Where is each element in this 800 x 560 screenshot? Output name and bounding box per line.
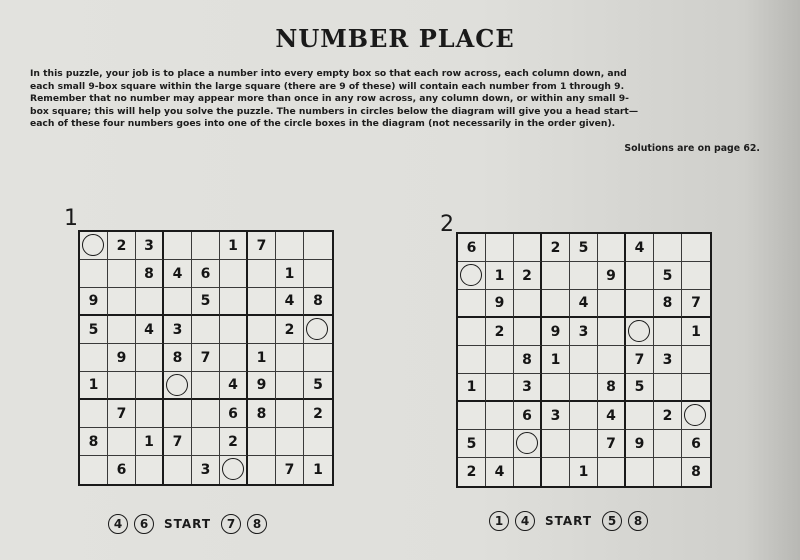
puzzle-1-cell[interactable] [108, 344, 136, 372]
puzzle-2-cell[interactable] [458, 318, 486, 346]
puzzle-1-cell[interactable] [220, 316, 248, 344]
cell-digit: 8 [313, 293, 323, 309]
puzzle-1-cell[interactable] [276, 372, 304, 400]
cell-digit: 8 [144, 265, 154, 282]
puzzle-2-cell[interactable] [486, 402, 514, 430]
puzzle-1-cell[interactable] [192, 400, 220, 428]
puzzle-2-cell[interactable] [654, 318, 682, 346]
hint-circle-number: 8 [247, 514, 267, 534]
cell-digit: 5 [313, 377, 323, 393]
cell-digit: 7 [691, 295, 701, 311]
cell-digit: 1 [144, 433, 154, 450]
circle-box-marker [166, 374, 188, 396]
cell-digit: 3 [662, 351, 673, 368]
cell-digit: 2 [284, 321, 295, 338]
puzzle-1-cell[interactable] [304, 428, 332, 456]
puzzle-1-cell[interactable] [304, 400, 332, 428]
puzzle-1-cell[interactable] [220, 428, 248, 456]
puzzle-2-cell[interactable] [570, 374, 598, 402]
cell-digit: 5 [578, 239, 589, 256]
puzzle-1-cell[interactable] [136, 456, 164, 484]
cell-digit: 9 [550, 323, 561, 340]
cell-digit: 8 [662, 295, 673, 311]
puzzle-2-cell[interactable] [598, 318, 626, 346]
puzzle-1-cell[interactable] [248, 428, 276, 456]
cell-digit: 2 [466, 464, 477, 480]
puzzle-2-cell[interactable] [626, 346, 654, 374]
puzzle-2-cell[interactable] [486, 290, 514, 318]
puzzle-2-cell[interactable] [514, 262, 542, 290]
cell-digit: 8 [606, 379, 616, 395]
puzzle-1-cell[interactable] [192, 428, 220, 456]
cell-digit: 8 [256, 405, 267, 422]
hint-circle-number: 5 [602, 511, 622, 531]
puzzle-1-cell[interactable] [164, 428, 192, 456]
cell-digit: 1 [313, 462, 323, 478]
puzzle-2-cell[interactable] [626, 290, 654, 318]
puzzle-2-cell[interactable] [542, 458, 570, 486]
puzzle-2-hints [489, 511, 648, 531]
puzzle-1-cell[interactable] [108, 316, 136, 344]
puzzle-2-cell[interactable] [514, 318, 542, 346]
cell-digit: 1 [578, 464, 589, 480]
puzzle-1-cell[interactable] [164, 260, 192, 288]
puzzle-2-cell[interactable] [570, 430, 598, 458]
puzzle-2-cell[interactable] [458, 290, 486, 318]
puzzle-2-cell[interactable] [682, 318, 710, 346]
puzzle-2-cell[interactable] [682, 458, 710, 486]
puzzle-1-cell[interactable] [304, 372, 332, 400]
cell-digit: 8 [522, 351, 532, 368]
puzzle-2-cell[interactable] [542, 430, 570, 458]
puzzle-2-cell[interactable] [542, 374, 570, 402]
puzzle-2-grid [456, 232, 712, 488]
puzzle-1-cell[interactable] [276, 456, 304, 484]
puzzle-2-cell[interactable] [486, 346, 514, 374]
puzzle-1-cell[interactable] [304, 232, 332, 260]
cell-digit: 5 [200, 293, 211, 309]
cell-digit: 6 [691, 435, 701, 452]
puzzle-1-grid [78, 230, 334, 486]
puzzle-1-cell[interactable] [248, 260, 276, 288]
cell-digit: 7 [284, 462, 295, 478]
cell-digit: 2 [313, 405, 323, 422]
cell-digit: 6 [466, 239, 477, 256]
instruction-line: each of these four numbers goes into one of the circle boxes in the diagram (not necessarily in the order given). [30, 118, 616, 130]
puzzle-1-cell[interactable] [192, 232, 220, 260]
cell-digit: 7 [606, 435, 616, 452]
puzzle-1-cell[interactable] [80, 344, 108, 372]
hint-circle-number: 1 [489, 511, 509, 531]
circle-box-marker [306, 318, 328, 340]
puzzle-2-cell[interactable] [626, 262, 654, 290]
puzzle-1-cell[interactable] [80, 456, 108, 484]
puzzle-1-cell[interactable] [304, 260, 332, 288]
puzzle-2-cell[interactable] [598, 374, 626, 402]
puzzle-2-cell[interactable] [570, 402, 598, 430]
puzzle-2-cell[interactable] [570, 318, 598, 346]
cell-digit: 3 [578, 323, 589, 340]
circle-box-marker [222, 458, 244, 480]
puzzle-2-number: 2 [440, 212, 454, 237]
puzzle-2-cell[interactable] [458, 458, 486, 486]
puzzle-1-cell[interactable] [276, 288, 304, 316]
cell-digit: 5 [662, 267, 673, 284]
puzzle-1-cell[interactable] [276, 260, 304, 288]
puzzle-1-cell[interactable] [276, 428, 304, 456]
puzzle-1-cell[interactable] [248, 372, 276, 400]
page-title: NUMBER PLACE [275, 24, 515, 53]
cell-digit: 1 [550, 351, 561, 368]
cell-digit: 9 [256, 377, 267, 393]
puzzle-1-cell[interactable] [108, 372, 136, 400]
cell-digit: 4 [578, 295, 589, 311]
cell-digit: 8 [88, 433, 99, 450]
puzzle-1-cell[interactable] [108, 288, 136, 316]
puzzle-1-cell[interactable] [80, 372, 108, 400]
cell-digit: 5 [88, 321, 99, 338]
puzzle-2-cell[interactable] [654, 458, 682, 486]
cell-digit: 6 [200, 265, 211, 282]
puzzle-1-cell[interactable] [108, 260, 136, 288]
puzzle-1-cell[interactable] [192, 344, 220, 372]
puzzle-1-cell[interactable] [108, 428, 136, 456]
puzzle-2-cell[interactable] [682, 374, 710, 402]
puzzle-1-cell[interactable] [136, 232, 164, 260]
puzzle-1-cell[interactable] [304, 344, 332, 372]
puzzle-2-cell[interactable] [682, 234, 710, 262]
start-label: START [164, 517, 212, 531]
puzzle-2-cell[interactable] [682, 402, 710, 430]
cell-digit: 4 [634, 239, 645, 256]
puzzle-2-cell[interactable] [682, 290, 710, 318]
puzzle-1-cell[interactable] [136, 428, 164, 456]
puzzle-1-cell[interactable] [164, 288, 192, 316]
puzzle-2-cell[interactable] [598, 458, 626, 486]
cell-digit: 8 [172, 349, 183, 366]
puzzle-1-cell[interactable] [80, 316, 108, 344]
puzzle-1-cell[interactable] [136, 372, 164, 400]
puzzle-2-cell[interactable] [570, 458, 598, 486]
puzzle-2-cell[interactable] [486, 374, 514, 402]
cell-digit: 7 [634, 351, 645, 368]
cell-digit: 1 [466, 379, 477, 395]
puzzle-2-cell[interactable] [570, 262, 598, 290]
cell-digit: 1 [256, 349, 267, 366]
puzzle-2-cell[interactable] [654, 234, 682, 262]
puzzle-2-cell[interactable] [514, 290, 542, 318]
puzzle-1-cell[interactable] [164, 372, 192, 400]
puzzle-1-cell[interactable] [220, 260, 248, 288]
cell-digit: 3 [522, 379, 532, 395]
puzzle-2-cell[interactable] [542, 402, 570, 430]
cell-digit: 1 [494, 267, 505, 284]
puzzle-1-cell[interactable] [108, 232, 136, 260]
cell-digit: 6 [116, 462, 127, 478]
puzzle-1-cell[interactable] [192, 372, 220, 400]
puzzle-2-cell[interactable] [598, 234, 626, 262]
cell-digit: 4 [228, 377, 238, 393]
puzzle-2-cell[interactable] [654, 402, 682, 430]
puzzle-2-cell[interactable] [486, 458, 514, 486]
circle-box-marker [82, 234, 104, 256]
cell-digit: 4 [172, 265, 183, 282]
cell-digit: 1 [228, 237, 238, 254]
puzzle-2-cell[interactable] [514, 458, 542, 486]
puzzle-1-cell[interactable] [276, 344, 304, 372]
puzzle-1-cell[interactable] [164, 344, 192, 372]
puzzle-2-cell[interactable] [458, 346, 486, 374]
circle-box-marker [516, 432, 538, 454]
instruction-line: In this puzzle, your job is to place a number into every empty box so that each row across, each column down, and [30, 68, 627, 79]
cell-digit: 1 [691, 323, 701, 340]
cell-digit: 5 [466, 435, 477, 452]
puzzle-1-hints [108, 514, 267, 534]
puzzle-1-cell[interactable] [80, 428, 108, 456]
hint-circle-number: 4 [515, 511, 535, 531]
puzzle-1-cell[interactable] [192, 288, 220, 316]
puzzle-1-cell[interactable] [80, 400, 108, 428]
puzzle-2-cell[interactable] [458, 374, 486, 402]
puzzle-2-cell[interactable] [654, 374, 682, 402]
puzzle-1-cell[interactable] [220, 288, 248, 316]
cell-digit: 7 [172, 433, 183, 450]
instruction-line: box square; this will help you solve the puzzle. The numbers in circles below the diagram will give you a head start— [30, 105, 639, 117]
cell-digit: 3 [200, 462, 211, 478]
puzzle-1-cell[interactable] [304, 288, 332, 316]
puzzle-2-cell[interactable] [458, 262, 486, 290]
cell-digit: 4 [606, 407, 616, 424]
puzzle-2-cell[interactable] [570, 290, 598, 318]
cell-digit: 9 [494, 295, 505, 311]
puzzle-2-cell[interactable] [626, 374, 654, 402]
puzzle-1-cell[interactable] [220, 372, 248, 400]
puzzle-1-cell[interactable] [248, 316, 276, 344]
cell-digit: 6 [228, 405, 238, 422]
puzzle-1-cell[interactable] [276, 316, 304, 344]
cell-digit: 3 [550, 407, 561, 424]
puzzle-1-cell[interactable] [164, 456, 192, 484]
puzzle-1-cell[interactable] [220, 456, 248, 484]
puzzle-2-cell[interactable] [542, 346, 570, 374]
cell-digit: 7 [116, 405, 127, 422]
puzzle-2-cell[interactable] [514, 346, 542, 374]
puzzle-1-cell[interactable] [108, 400, 136, 428]
start-label: START [545, 514, 593, 528]
instruction-line: each small 9-box square within the large square (there are 9 of these) will contain each number from 1 through 9. [30, 80, 625, 92]
puzzle-2-cell[interactable] [654, 290, 682, 318]
puzzle-2-cell[interactable] [654, 430, 682, 458]
solutions-note: Solutions are on page 62. [624, 143, 760, 154]
hint-circle-number: 4 [108, 514, 128, 534]
cell-digit: 4 [144, 321, 154, 338]
puzzle-2-cell[interactable] [598, 290, 626, 318]
puzzle-1-cell[interactable] [220, 232, 248, 260]
puzzle-1-cell[interactable] [108, 456, 136, 484]
cell-digit: 1 [284, 265, 295, 282]
puzzle-1-number: 1 [64, 206, 78, 231]
circle-box-marker [460, 264, 482, 286]
puzzle-1-cell[interactable] [136, 344, 164, 372]
cell-digit: 4 [284, 293, 295, 309]
puzzle-2-cell[interactable] [682, 346, 710, 374]
puzzle-2-cell[interactable] [514, 374, 542, 402]
cell-digit: 9 [606, 267, 616, 284]
cell-digit: 2 [550, 239, 561, 256]
hint-circle-number: 6 [134, 514, 154, 534]
puzzle-1-cell[interactable] [304, 316, 332, 344]
puzzle-2-cell[interactable] [514, 402, 542, 430]
puzzle-2-cell[interactable] [542, 262, 570, 290]
puzzle-2-cell[interactable] [458, 402, 486, 430]
cell-digit: 9 [634, 435, 645, 452]
puzzle-2-cell[interactable] [542, 234, 570, 262]
puzzle-1-cell[interactable] [136, 260, 164, 288]
puzzle-1-cell[interactable] [164, 316, 192, 344]
puzzle-1-cell[interactable] [248, 288, 276, 316]
puzzle-2-cell[interactable] [486, 262, 514, 290]
puzzle-2-cell[interactable] [626, 402, 654, 430]
puzzle-1-cell[interactable] [80, 232, 108, 260]
puzzle-2-cell[interactable] [486, 318, 514, 346]
puzzle-2-cell[interactable] [626, 430, 654, 458]
cell-digit: 1 [88, 377, 99, 393]
puzzle-1-cell[interactable] [80, 260, 108, 288]
puzzle-2-cell[interactable] [458, 430, 486, 458]
cell-digit: 5 [634, 379, 645, 395]
puzzle-1-cell[interactable] [276, 400, 304, 428]
hint-circle-number: 8 [628, 511, 648, 531]
puzzle-2-cell[interactable] [654, 346, 682, 374]
puzzle-1-cell[interactable] [248, 232, 276, 260]
puzzle-2-cell[interactable] [542, 318, 570, 346]
puzzle-1-cell[interactable] [136, 288, 164, 316]
puzzle-2-cell[interactable] [514, 430, 542, 458]
puzzle-1-cell[interactable] [248, 400, 276, 428]
puzzle-2-cell[interactable] [570, 234, 598, 262]
puzzle-1-cell[interactable] [220, 400, 248, 428]
hint-circle-number: 7 [221, 514, 241, 534]
puzzle-2-cell[interactable] [486, 234, 514, 262]
instructions [30, 68, 775, 131]
puzzle-1-cell[interactable] [248, 456, 276, 484]
cell-digit: 9 [88, 293, 99, 309]
circle-box-marker [684, 404, 706, 426]
puzzle-1-cell[interactable] [192, 260, 220, 288]
cell-digit: 2 [228, 433, 238, 450]
instruction-line: Remember that no number may appear more than once in any row across, any column down, or within any small 9- [30, 93, 629, 105]
cell-digit: 2 [116, 237, 127, 254]
puzzle-2-cell[interactable] [570, 346, 598, 374]
puzzle-2-cell[interactable] [626, 318, 654, 346]
puzzle-2-cell[interactable] [542, 290, 570, 318]
cell-digit: 2 [522, 267, 532, 284]
puzzle-1-cell[interactable] [80, 288, 108, 316]
puzzle-1-cell[interactable] [192, 316, 220, 344]
puzzle-2-cell[interactable] [598, 402, 626, 430]
puzzle-1-cell[interactable] [248, 344, 276, 372]
puzzle-2-cell[interactable] [654, 262, 682, 290]
puzzle-2-cell[interactable] [514, 234, 542, 262]
cell-digit: 2 [494, 323, 505, 340]
puzzle-2-cell[interactable] [486, 430, 514, 458]
puzzle-2-cell[interactable] [598, 346, 626, 374]
puzzle-1-cell[interactable] [164, 232, 192, 260]
puzzle-2-cell[interactable] [682, 262, 710, 290]
puzzle-2-cell[interactable] [626, 458, 654, 486]
puzzle-1-cell[interactable] [276, 232, 304, 260]
cell-digit: 9 [116, 349, 127, 366]
puzzle-1-cell[interactable] [136, 316, 164, 344]
cell-digit: 7 [200, 349, 211, 366]
cell-digit: 7 [256, 237, 267, 254]
puzzle-2-cell[interactable] [626, 234, 654, 262]
puzzle-1-cell[interactable] [136, 400, 164, 428]
puzzle-2-cell[interactable] [598, 262, 626, 290]
puzzle-1-cell[interactable] [164, 400, 192, 428]
cell-digit: 6 [522, 407, 532, 424]
puzzle-2-cell[interactable] [598, 430, 626, 458]
cell-digit: 4 [494, 464, 505, 480]
puzzle-2-cell[interactable] [458, 234, 486, 262]
cell-digit: 2 [662, 407, 673, 424]
cell-digit: 8 [691, 464, 701, 480]
puzzle-1-cell[interactable] [192, 456, 220, 484]
puzzle-1-cell[interactable] [304, 456, 332, 484]
cell-digit: 3 [144, 237, 154, 254]
puzzle-2-cell[interactable] [682, 430, 710, 458]
puzzle-1-cell[interactable] [220, 344, 248, 372]
cell-digit: 3 [172, 321, 183, 338]
circle-box-marker [628, 320, 650, 342]
